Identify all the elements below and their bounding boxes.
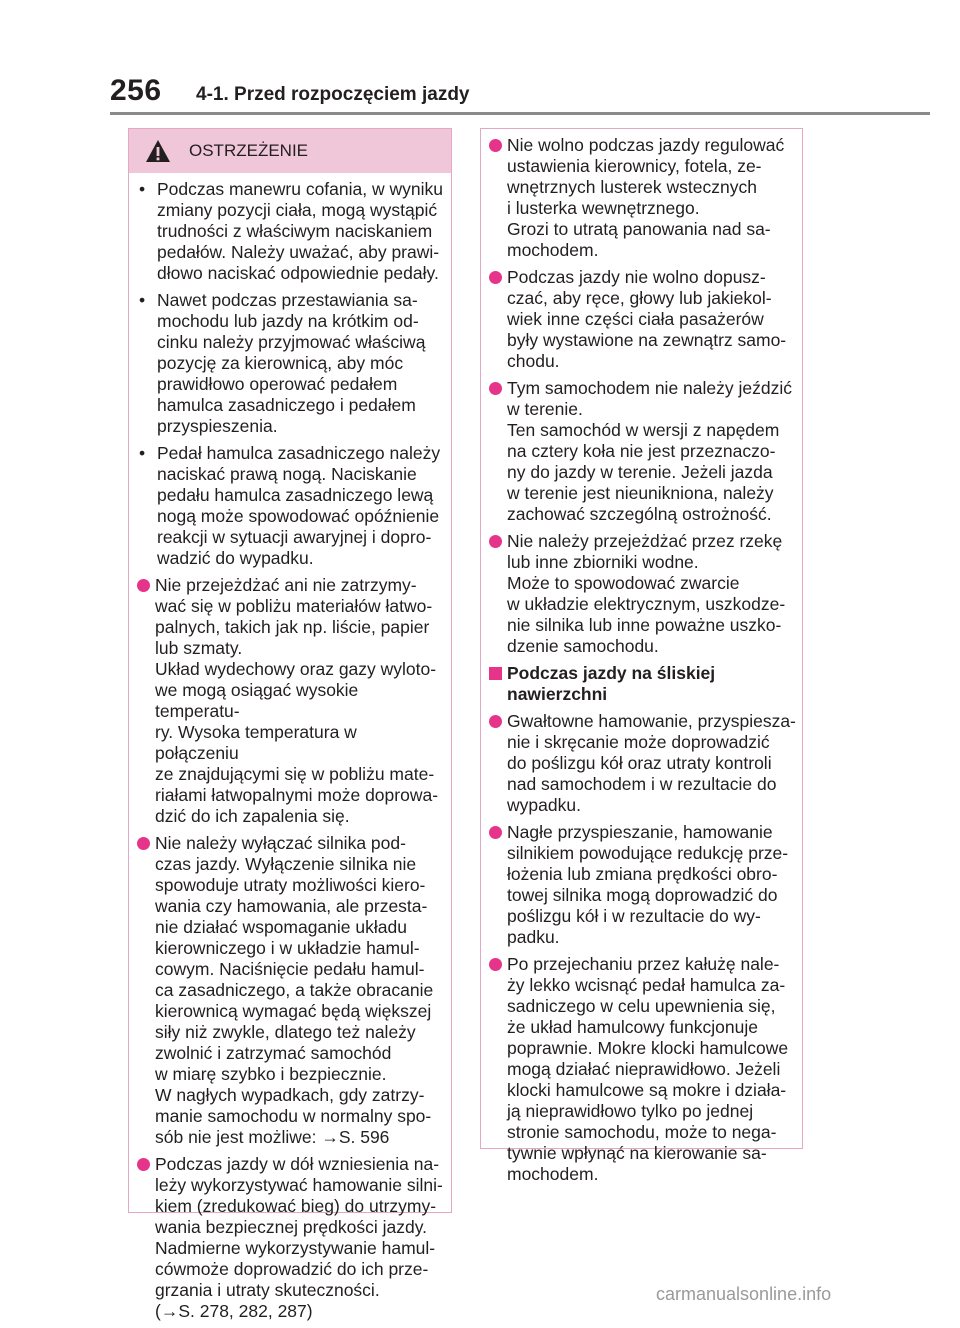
- item-text: Podczas manewru cofania, w wyniku zmiany pozycji ciała, mogą wystąpić trudności z właściwym naciskaniem pedałów. Należy uważać, aby prawi- dłowo naciskać odpowiednie pedały.: [157, 179, 443, 283]
- dot-marker-icon: [489, 535, 502, 548]
- watermark: carmanualsonline.info: [656, 1284, 832, 1304]
- square-marker-icon: [489, 667, 502, 680]
- item-text: Po przejechaniu przez kałużę nale- ży lekko wcisnąć pedał hamulca za- sadniczego w celu upewnienia się, że układ hamulcowy funkcjonuje poprawnie. Mokre klocki hamulcowe mogą działać nieprawidłowo. Jeżeli klocki hamulcowe są mokre i działa- ją nieprawidłowo tylko po jednej stronie samochodu, może to nega- tywnie wpłynąć na kierowanie sa- mochodem.: [507, 954, 789, 1184]
- list-item: [137, 290, 445, 437]
- list-item: [137, 1154, 445, 1322]
- item-text: Gwałtowne hamowanie, przyspiesza- nie i skręcanie może doprowadzić do poślizgu kół oraz utraty kontroli nad samochodem i w rezultacie do wypadku.: [507, 711, 796, 815]
- right-column-content: [489, 135, 796, 1191]
- page-header: [0, 0, 960, 120]
- list-item: [137, 179, 445, 284]
- dot-marker-icon: [489, 382, 502, 395]
- list-item: [137, 575, 445, 827]
- dot-marker-icon: [489, 826, 502, 839]
- item-text: Nie należy wyłączać silnika pod- czas jazdy. Wyłączenie silnika nie spowoduje utraty możliwości kiero- wania czy hamowania, ale przesta- nie działać wspomaganie układu kierowniczego i w układzie hamul- cowym. Naciśnięcie pedału hamul- ca zasadniczego, a także obracanie kierownicą wymagać będą większej siły niż zwykle, dlatego też należy zwolnić i zatrzymać samochód w miarę szybko i bezpiecznie. W nagłych wypadkach, gdy zatrzy- manie samochodu w normalny spo- sób nie jest możliwe: →S. 596: [155, 833, 434, 1147]
- header-rule: [110, 112, 930, 115]
- warning-triangle-icon: [145, 139, 171, 163]
- section-heading: [489, 663, 796, 705]
- dot-marker-icon: [489, 271, 502, 284]
- item-text: Podczas jazdy w dół wzniesienia na- leży wykorzystywać hamowanie silni- kiem (zredukować bieg) do utrzymy- wania bezpiecznej prędkości jazdy. Nadmierne wykorzystywanie hamul- cówmoże doprowadzić do ich prze- grzania i utraty skuteczności. (→S. 278, 282, 287): [155, 1154, 443, 1321]
- list-item: [489, 954, 796, 1185]
- item-text: Tym samochodem nie należy jeździć w terenie. Ten samochód w wersji z napędem na cztery koła nie jest przeznaczo- ny do jazdy w terenie. Jeżeli jazda w terenie jest nieunikniona, należy zachować szczególną ostrożność.: [507, 378, 792, 524]
- warning-box-left: [128, 128, 452, 1321]
- list-item: [489, 135, 796, 261]
- bullet-marker: •: [139, 443, 146, 463]
- warning-header: [129, 129, 451, 173]
- list-item: [137, 833, 445, 1148]
- list-item: [489, 378, 796, 525]
- bullet-marker: •: [139, 290, 146, 310]
- list-item: [489, 822, 796, 948]
- list-item: [489, 531, 796, 657]
- item-text: Nie przejeżdżać ani nie zatrzymy- wać się w pobliżu materiałów łatwo- palnych, takich jak np. liście, papier lub szmaty. Układ wydechowy oraz gazy wyloto- we mogą osiągać wysokie temperatu- ry. Wysoka temperatura w połączeniu ze znajdującymi się w pobliżu mate- riałami łatwopalnymi może doprowa- dzić do ich zapalenia się.: [155, 575, 439, 826]
- chapter-title: 4-1. Przed rozpoczęciem jazdy: [196, 84, 470, 105]
- page-number: 256: [110, 74, 162, 107]
- dot-marker-icon: [489, 715, 502, 728]
- item-text: Podczas jazdy na śliskiej nawierzchni: [507, 663, 716, 704]
- list-item: [137, 443, 445, 569]
- dot-marker-icon: [489, 958, 502, 971]
- list-item: [489, 711, 796, 816]
- dot-marker-icon: [489, 139, 502, 152]
- dot-marker-icon: [137, 579, 150, 592]
- item-text: Podczas jazdy nie wolno dopusz- czać, aby ręce, głowy lub jakiekol- wiek inne części ciała pasażerów były wystawione na zewnątrz samo- chodu.: [507, 267, 787, 371]
- dot-marker-icon: [137, 837, 150, 850]
- list-item: [489, 267, 796, 372]
- item-text: Nie należy przejeżdżać przez rzekę lub inne zbiorniki wodne. Może to spowodować zwarcie w układzie elektrycznym, uszkodze- nie silnika lub inne poważne uszko- dzenie samochodu.: [507, 531, 786, 656]
- item-text: Nie wolno podczas jazdy regulować ustawienia kierownicy, fotela, ze- wnętrznych lusterek wstecznych i lusterka wewnętrznego. Grozi to utratą panowania nad sa- mochodem.: [507, 135, 785, 260]
- item-text: Nagłe przyspieszanie, hamowanie silnikiem powodujące redukcję prze- łożenia lub zmiana prędkości obro- towej silnika mogą doprowadzić do poślizgu kół i w rezultacie do wy- padku.: [507, 822, 789, 947]
- item-text: Nawet podczas przestawiania sa- mochodu lub jazdy na krótkim od- cinku należy przyjmować właściwą pozycję za kierownicą, aby móc prawidłowo operować pedałem hamulca zasadniczego i pedałem przyspieszenia.: [157, 290, 426, 436]
- item-text: Pedał hamulca zasadniczego należy naciskać prawą nogą. Naciskanie pedału hamulca zasadniczego lewą nogą może spowodować opóźnienie reakcji w sytuacji awaryjnej i dopro- wadzić do wypadku.: [157, 443, 441, 568]
- warning-title: OSTRZEŻENIE: [189, 141, 309, 160]
- warning-box-right: [480, 128, 803, 1184]
- dot-marker-icon: [137, 1158, 150, 1171]
- left-column-content: [137, 179, 445, 1328]
- bullet-marker: •: [139, 179, 146, 199]
